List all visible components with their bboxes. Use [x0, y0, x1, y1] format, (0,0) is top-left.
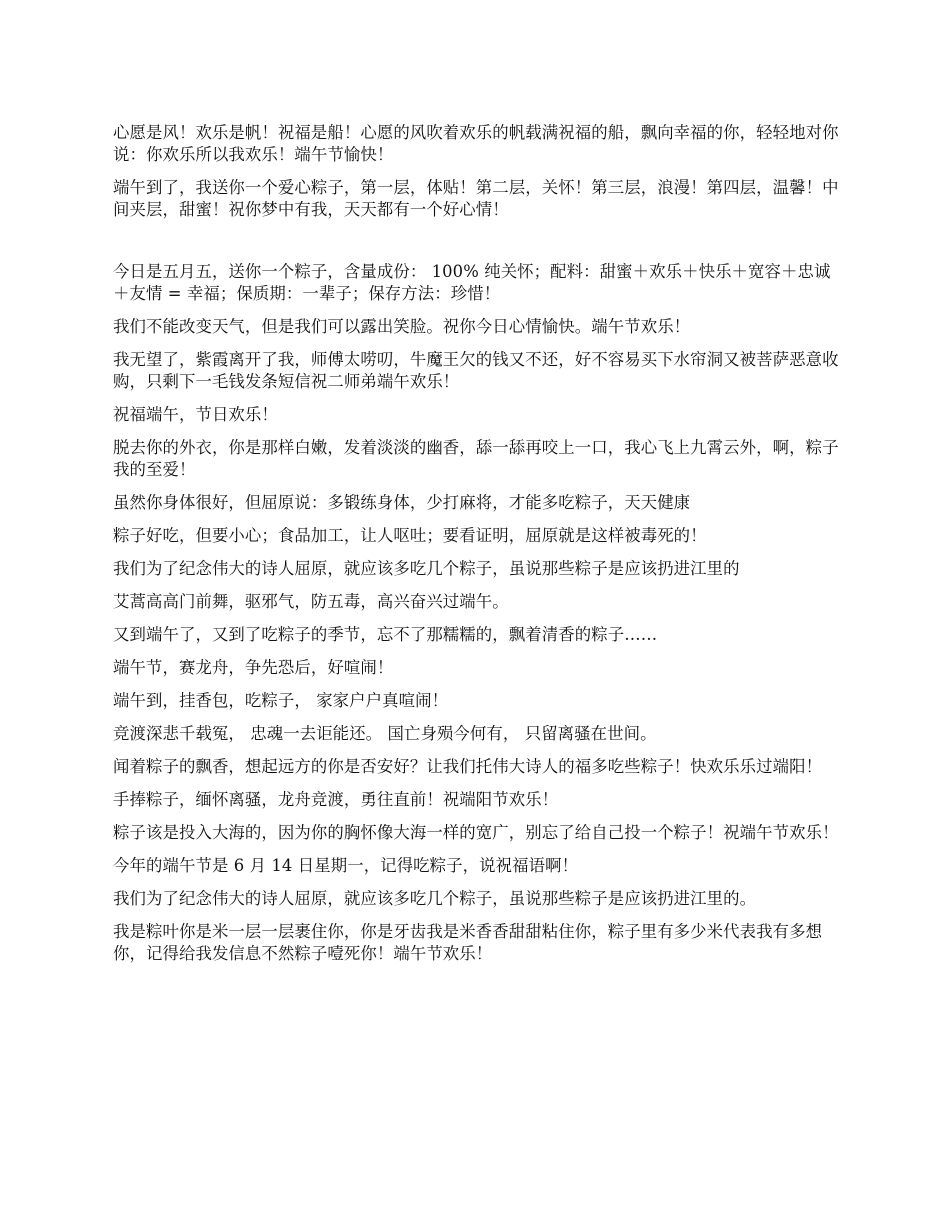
- paragraph: 粽子该是投入大海的，因为你的胸怀像大海一样的宽广，别忘了给自己投一个粽子！祝端午节欢乐！: [113, 823, 839, 842]
- section-gap: [113, 232, 843, 261]
- paragraph: 今年的端午节是 6 月 14 日星期一，记得吃粽子，说祝福语啊！: [113, 856, 579, 875]
- paragraph: 端午节，赛龙舟，争先恐后，好喧闹！: [113, 658, 394, 677]
- paragraph: 我是粽叶你是米一层一层裹住你，你是牙齿我是米香香甜甜粘住你，粽子里有多少米代表我有多想你，记得给我发信息不然粽子噎死你！端午节欢乐！: [113, 922, 823, 963]
- paragraph: 艾蒿高高门前舞，驱邪气，防五毒，高兴奋兴过端午。: [113, 592, 509, 611]
- paragraph: 脱去你的外衣，你是那样白嫩，发着淡淡的幽香，舔一舔再咬上一口，我心飞上九霄云外，啊，粽子我的至爱！: [113, 438, 839, 479]
- paragraph: 又到端午了，又到了吃粽子的季节，忘不了那糯糯的，飘着清香的粽子……: [113, 625, 658, 644]
- paragraph: 手捧粽子，缅怀离骚，龙舟竞渡，勇往直前！祝端阳节欢乐！: [113, 790, 559, 809]
- paragraph: 粽子好吃，但要小心；食品加工，让人呕吐；要看证明，屈原就是这样被毒死的！: [113, 526, 707, 545]
- paragraph: 我们为了纪念伟大的诗人屈原，就应该多吃几个粽子，虽说那些粽子是应该扔进江里的: [113, 559, 740, 578]
- paragraph: 端午到，挂香包，吃粽子， 家家户户真喧闹！: [113, 691, 449, 710]
- paragraph: 竞渡深悲千载冤， 忠魂一去讵能还。 国亡身殒今何有， 只留离骚在世间。: [113, 724, 657, 743]
- paragraph: 我们为了纪念伟大的诗人屈原，就应该多吃几个粽子，虽说那些粽子是应该扔进江里的。: [113, 889, 757, 908]
- paragraph: 心愿是风！欢乐是帆！祝福是船！心愿的风吹着欢乐的帆载满祝福的船，飘向幸福的你，轻轻地对你说：你欢乐所以我欢乐！端午节愉快！: [113, 123, 839, 164]
- paragraph: 今日是五月五，送你一个粽子，含量成份： 100% 纯关怀；配料：甜蜜＋欢乐＋快乐＋宽容＋忠诚＋友情 = 幸福；保质期：一辈子；保存方法：珍惜！: [113, 262, 831, 303]
- paragraph: 虽然你身体很好，但屈原说：多锻练身体，少打麻将，才能多吃粽子，天天健康: [113, 493, 691, 512]
- paragraph: 祝福端午，节日欢乐！: [113, 405, 278, 424]
- paragraph: 闻着粽子的飘香，想起远方的你是否安好？让我们托伟大诗人的福多吃些粽子！快欢乐乐过端阳！: [113, 757, 823, 776]
- document-page: [113, 122, 843, 976]
- paragraph: 端午到了，我送你一个爱心粽子，第一层，体贴！第二层，关怀！第三层，浪漫！第四层，温馨！中间夹层，甜蜜！祝你梦中有我，天天都有一个好心情！: [113, 178, 839, 219]
- paragraph: 我无望了，紫霞离开了我，师傅太唠叨，牛魔王欠的钱又不还，好不容易买下水帘洞又被菩萨恶意收购，只剩下一毛钱发条短信祝二师弟端午欢乐！: [113, 350, 839, 391]
- paragraph: 我们不能改变天气，但是我们可以露出笑脸。祝你今日心情愉快。端午节欢乐！: [113, 317, 691, 336]
